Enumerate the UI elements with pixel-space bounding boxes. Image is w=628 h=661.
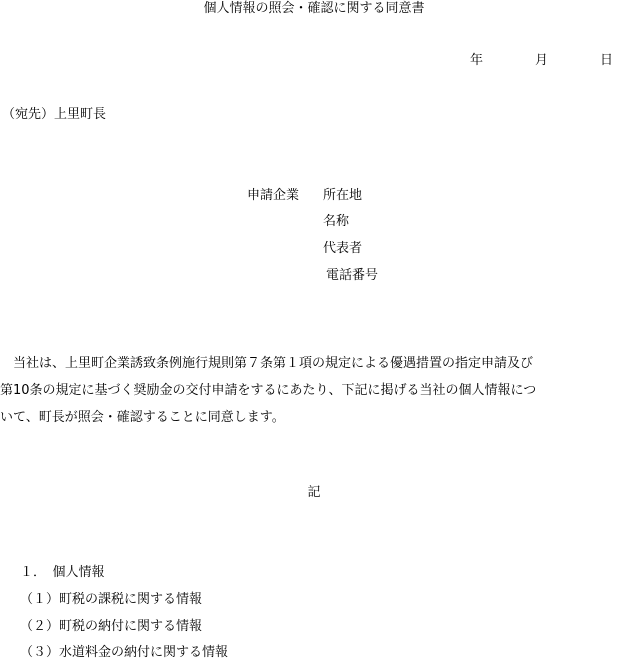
document-title: 個人情報の照会・確認に関する同意書 (203, 1, 425, 16)
section-heading: １． 個人情報 (20, 565, 105, 580)
info-item-3: （３）水道料金の納付に関する情報 (20, 645, 229, 660)
ki-marker: 記 (307, 485, 321, 500)
date-month-label: 月 (535, 53, 549, 68)
info-item-1: （１）町税の課税に関する情報 (20, 592, 203, 607)
date-line (470, 53, 613, 69)
date-year-label: 年 (470, 53, 484, 68)
company-name-label: 名称 (323, 214, 350, 229)
addressee: （宛先）上里町長 (2, 107, 107, 122)
phone-label: 電話番号 (326, 268, 379, 283)
body-line-3: いて、町長が照会・確認することに同意します。 (0, 410, 285, 425)
representative-label: 代表者 (323, 241, 363, 256)
date-day-label: 日 (600, 53, 614, 68)
consent-body (0, 350, 628, 431)
address-label: 所在地 (323, 188, 363, 203)
info-item-2: （２）町税の納付に関する情報 (20, 619, 203, 634)
body-line-1: 当社は、上里町企業誘致条例施行規則第７条第１項の規定による優遇措置の指定申請及び (0, 356, 534, 371)
body-line-2: 第10条の規定に基づく奨励金の交付申請をするにあたり、下記に掲げる当社の個人情報につ (0, 383, 537, 398)
applicant-label: 申請企業 (247, 188, 300, 203)
